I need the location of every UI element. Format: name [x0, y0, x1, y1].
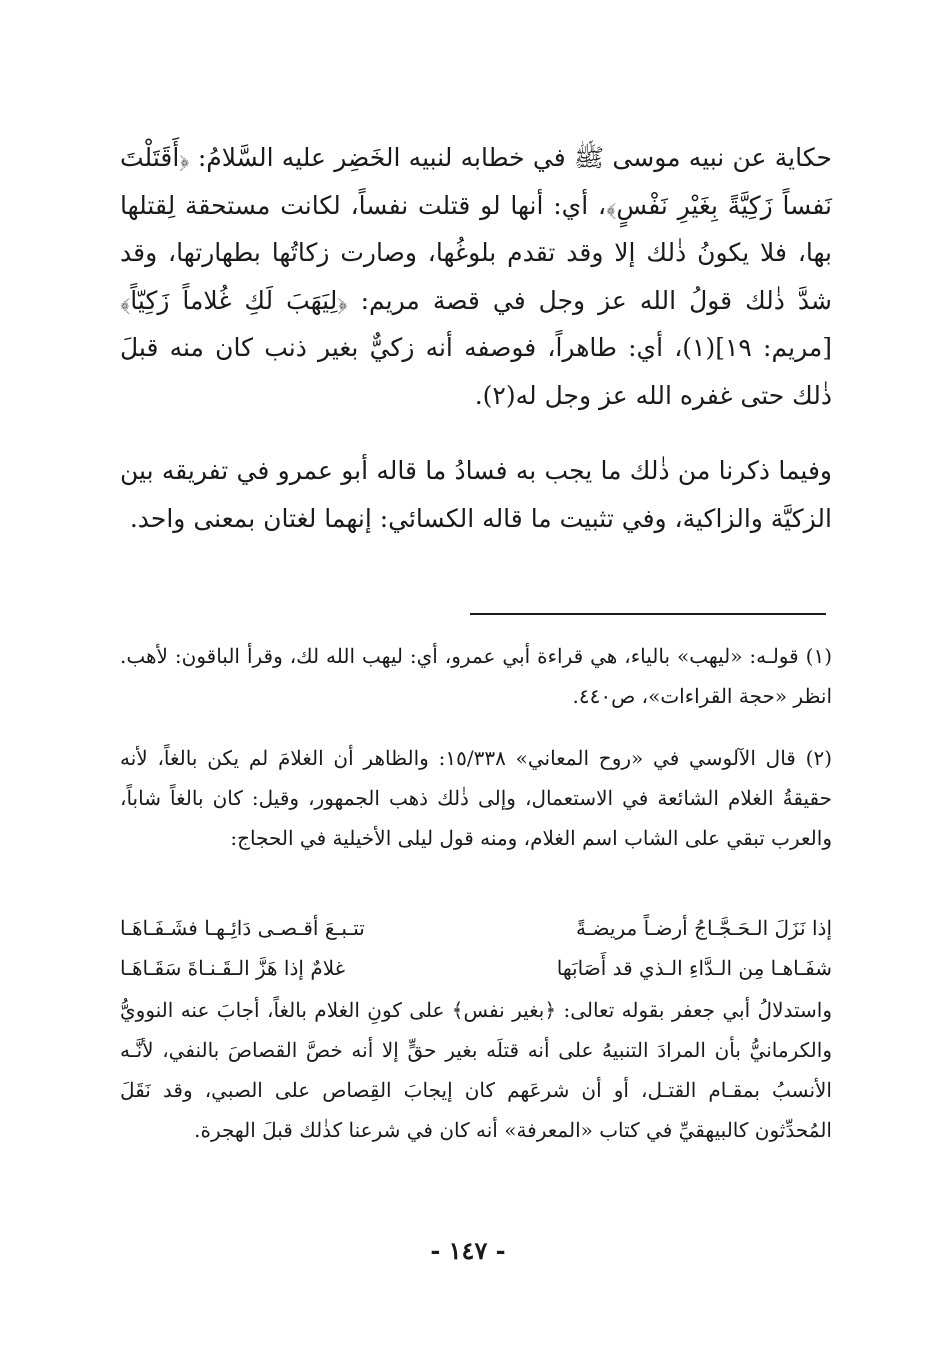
main-paragraph-2 [120, 447, 832, 542]
footnote-2-text: (٢) قال الآلوسي في «روح المعاني» ١٥/٣٣٨: والظاهر أن الغلامَ لم يكن بالغاً، لأنه حقيقةُ الغلام الشائعة في الاستعمال، وإلى ذٰلك ذهب الجمهور، وقيل: كان بالغاً شاباً، والعرب تبقي على الشاب اسم الغلام، ومنه قول ليلى الأخيلية في الحجاج: [120, 746, 832, 850]
footnote-divider [470, 613, 826, 615]
footnote-2-continuation [120, 990, 832, 1150]
page-number: - ١٤٧ - [430, 1236, 506, 1265]
main-paragraph-1 [120, 134, 832, 419]
poem-verse-1-first-half: إذا نَزَلَ الـحَـجَّـاجُ أرضـاً مريضـةً [575, 916, 832, 940]
footnote-1 [120, 636, 832, 716]
poem-verses [120, 908, 832, 988]
main-paragraph-2-text: وفيما ذكرنا من ذٰلك ما يجب به فسادُ ما قاله أبو عمرو في تفريقه بين الزكيَّة والزاكية، وفي تثبيت ما قاله الكسائي: إنهما لغتان بمعنى واحد. [120, 456, 832, 533]
main-paragraph-1-text: حكاية عن نبيه موسى ﷺ في خطابه لنبيه الخَضِر عليه السَّلامُ: ﴿أَقَتَلْتَ نَفساً زَكِيَّةً بِغَيْرِ نَفْسٍ﴾، أي: أنها لو قتلت نفساً، لكانت مستحقة لِقتلها بها، فلا يكونُ ذٰلك إلا وقد تقدم بلوغُها، وصارت زكاتُها بطهارتها، وقد شدَّ ذٰلك قولُ الله عز وجل في قصة مريم: ﴿لِيَهَبَ لَكِ غُلاماً زَكِيّاً﴾ [مريم: ١٩](١)، أي: طاهراً، فوصفه أنه زكيٌّ بغير ذنب كان منه قبلَ ذٰلك حتى غفره الله عز وجل له(٢). [120, 143, 833, 410]
poem-verse-2-second-half: غلامٌ إذا هَزَّ الـقَـنـاةَ سَقَـاهَـا [120, 956, 346, 980]
footnote-2-continuation-text: واستدلالُ أبي جعفر بقوله تعالى: ﴿بغير نفس﴾ على كونِ الغلام بالغاً، أجابَ عنه النوويُّ والكرمانيُّ بأن المرادَ التنبيهُ على أنه قتلَه بغير حقٍّ إلا أنه خصَّ القصاصَ بالنفي، لأنَّـه الأنسبُ بمقـام القتـل، أو أن شرعَهم كان إيجابَ القِصاص على الصبي، وقد نَقَلَ المُحدِّثون كالبيهقيِّ في كتاب «المعرفة» أنه كان في شرعنا كذٰلك قبلَ الهجرة. [120, 998, 832, 1142]
poem-verse-2 [120, 948, 832, 988]
poem-verse-1-second-half: تتـبـعَ أقـصـى دَائِـهـا فشَـفَـاهَـا [120, 916, 365, 940]
footnote-1-text: (١) قولـه: «ليهب» بالياء، هي قراءة أبي عمرو، أي: ليهب الله لك، وقرأ الباقون: لأهب. انظر «حجة القراءات»، ص٤٤٠. [120, 644, 832, 708]
footnote-2 [120, 738, 832, 858]
poem-verse-1 [120, 908, 832, 948]
poem-verse-2-first-half: شفَـاهـا مِن الـدَّاءِ الـذي قد أَصَابَها [556, 956, 832, 980]
